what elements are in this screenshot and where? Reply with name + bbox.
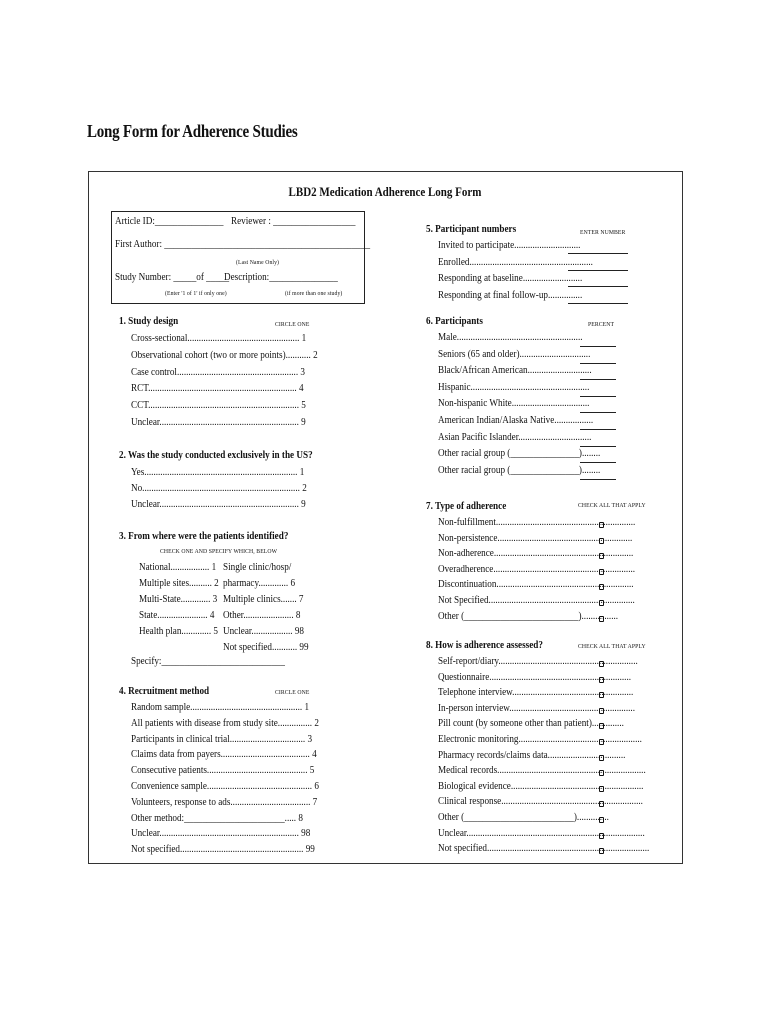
entry-line[interactable] bbox=[580, 363, 616, 364]
s2-option: No..................................................................... 2 bbox=[131, 483, 307, 495]
s8-option[interactable]: Not specified....................................................................... bbox=[438, 843, 650, 855]
checkbox[interactable] bbox=[599, 600, 604, 606]
first-author-field[interactable]: First Author: _____________________________________________ bbox=[115, 239, 371, 250]
s7-option[interactable]: Overadherence.............................................................. bbox=[438, 563, 636, 575]
s3-right-option: Multiple clinics....... 7 bbox=[223, 594, 304, 605]
s2-option: Yes................................................................... 1 bbox=[131, 467, 305, 478]
s8-option[interactable]: Questionnaire.............................................................. bbox=[438, 671, 632, 683]
s8-option[interactable]: Clinical response.............................................................. bbox=[438, 796, 643, 808]
s4-instr: CIRCLE ONE bbox=[275, 689, 310, 696]
s1-option: RCT................................................................. 4 bbox=[131, 383, 304, 395]
s3-left-option: Multiple sites.......... 2 bbox=[139, 578, 219, 589]
form-title: LBD2 Medication Adherence Long Form bbox=[288, 185, 482, 199]
study-number-field[interactable]: Study Number: _____of _____ bbox=[115, 272, 230, 283]
s7-heading: 7. Type of adherence bbox=[426, 501, 507, 512]
s4-heading: 4. Recruitment method bbox=[119, 686, 210, 697]
s3-right-option: Not specified........... 99 bbox=[223, 642, 309, 653]
study-note: (if more than one study) bbox=[285, 290, 343, 297]
s3-specify[interactable]: Specify:___________________________ bbox=[131, 656, 285, 667]
s1-option: Case control..................................................... 3 bbox=[131, 366, 305, 378]
s3-left-option: National................. 1 bbox=[139, 562, 217, 573]
s8-option[interactable]: Pharmacy records/claims data.................................. bbox=[438, 749, 626, 761]
article-id-field[interactable]: Article ID:_______________ bbox=[115, 216, 224, 227]
s5-instr: ENTER NUMBER bbox=[580, 229, 626, 236]
checkbox[interactable] bbox=[599, 522, 604, 528]
description-field[interactable]: Description:_______________ bbox=[224, 272, 338, 283]
entry-line[interactable] bbox=[568, 286, 628, 287]
s4-option: All patients with disease from study site............... 2 bbox=[131, 717, 319, 729]
s2-heading: 2. Was the study conducted exclusively in the US? bbox=[119, 450, 313, 461]
entry-line[interactable] bbox=[580, 396, 616, 397]
s5-field[interactable]: Invited to participate............................. bbox=[438, 240, 581, 251]
s1-option: Cross-sectional................................................. 1 bbox=[131, 333, 307, 344]
checkbox[interactable] bbox=[599, 755, 604, 761]
s1-option: Observational cohort (two or more points)........... 2 bbox=[131, 349, 318, 361]
checkbox[interactable] bbox=[599, 739, 604, 745]
s8-option[interactable]: In-person interview....................................................... bbox=[438, 702, 635, 714]
s6-field[interactable]: Asian Pacific Islander................................ bbox=[438, 431, 592, 443]
s8-option[interactable]: Pill count (by someone other than patient).............. bbox=[438, 718, 624, 730]
checkbox[interactable] bbox=[599, 584, 604, 590]
s7-option[interactable]: Discontinuation............................................................ bbox=[438, 579, 634, 591]
s5-field[interactable]: Enrolled...................................................... bbox=[438, 256, 593, 268]
s3-instr: CHECK ONE AND SPECIFY WHICH, BELOW bbox=[160, 548, 278, 555]
s4-option: Participants in clinical trial................................. 3 bbox=[131, 733, 313, 745]
s6-instr: PERCENT bbox=[588, 321, 615, 328]
s1-instr: CIRCLE ONE bbox=[275, 321, 310, 328]
s6-field[interactable]: Male....................................................... bbox=[438, 332, 583, 343]
s4-option: Consecutive patients............................................ 5 bbox=[131, 765, 315, 777]
s3-left-option: Multi-State............. 3 bbox=[139, 594, 218, 605]
s6-field[interactable]: Black/African American............................ bbox=[438, 365, 592, 377]
s7-option[interactable]: Other (_________________________)................ bbox=[438, 610, 619, 622]
s8-option[interactable]: Medical records................................................................. bbox=[438, 765, 646, 777]
s6-heading: 6. Participants bbox=[426, 316, 483, 327]
s6-field[interactable]: Hispanic.................................................... bbox=[438, 381, 590, 393]
checkbox[interactable] bbox=[599, 801, 604, 807]
s4-option: Claims data from payers....................................... 4 bbox=[131, 749, 317, 761]
entry-line[interactable] bbox=[580, 462, 616, 463]
s7-option[interactable]: Not Specified................................................................ bbox=[438, 595, 635, 606]
s7-option[interactable]: Non-persistence........................................................... bbox=[438, 532, 633, 544]
s2-option: Unclear............................................................. 9 bbox=[131, 499, 306, 511]
s8-option[interactable]: Telephone interview..................................................... bbox=[438, 687, 634, 699]
checkbox[interactable] bbox=[599, 616, 604, 622]
entry-line[interactable] bbox=[580, 479, 616, 480]
s8-option[interactable]: Biological evidence.......................................................... bbox=[438, 780, 644, 792]
s8-option[interactable]: Unclear.............................................................................. bbox=[438, 827, 645, 839]
checkbox[interactable] bbox=[599, 692, 604, 698]
s5-field[interactable]: Responding at final follow-up............... bbox=[438, 289, 583, 301]
s6-field[interactable]: Non-hispanic White.................................. bbox=[438, 398, 590, 410]
checkbox[interactable] bbox=[599, 770, 604, 776]
s1-option: CCT.................................................................. 5 bbox=[131, 400, 306, 412]
s4-option: Not specified...................................................... 99 bbox=[131, 844, 315, 856]
entry-line[interactable] bbox=[580, 429, 616, 430]
checkbox[interactable] bbox=[599, 569, 604, 575]
checkbox[interactable] bbox=[599, 538, 604, 544]
s7-option[interactable]: Non-fulfillment............................................................. bbox=[438, 517, 636, 528]
checkbox[interactable] bbox=[599, 553, 604, 559]
s4-option: Other method:______________________..... 8 bbox=[131, 812, 303, 824]
s8-option[interactable]: Electronic monitoring...................................................... bbox=[438, 734, 642, 745]
checkbox[interactable] bbox=[599, 708, 604, 714]
s8-option[interactable]: Other (________________________).............. bbox=[438, 812, 609, 823]
s5-heading: 5. Participant numbers bbox=[426, 224, 517, 235]
s5-field[interactable]: Responding at baseline.......................... bbox=[438, 273, 583, 284]
entry-line[interactable] bbox=[580, 412, 616, 413]
entry-line[interactable] bbox=[580, 346, 616, 347]
checkbox[interactable] bbox=[599, 848, 604, 854]
checkbox[interactable] bbox=[599, 723, 604, 729]
s3-right-option: Single clinic/hosp/ bbox=[223, 562, 292, 573]
s8-instr: CHECK ALL THAT APPLY bbox=[578, 643, 646, 650]
reviewer-field[interactable]: Reviewer : __________________ bbox=[231, 216, 356, 227]
checkbox[interactable] bbox=[599, 817, 604, 823]
checkbox[interactable] bbox=[599, 661, 604, 667]
checkbox[interactable] bbox=[599, 677, 604, 683]
entry-line[interactable] bbox=[568, 270, 628, 271]
s3-left-option: State...................... 4 bbox=[139, 610, 215, 621]
s8-heading: 8. How is adherence assessed? bbox=[426, 640, 543, 651]
s4-option: Unclear............................................................. 98 bbox=[131, 828, 311, 840]
s3-left-option: Health plan............. 5 bbox=[139, 626, 218, 637]
entry-line[interactable] bbox=[580, 446, 616, 447]
s4-option: Convenience sample.............................................. 6 bbox=[131, 781, 319, 792]
s8-option[interactable]: Self-report/diary............................................................. bbox=[438, 656, 638, 667]
entry-line[interactable] bbox=[580, 379, 616, 380]
checkbox[interactable] bbox=[599, 786, 604, 792]
last-name-note: (Last Name Only) bbox=[236, 259, 280, 266]
s3-right-option: pharmacy............. 6 bbox=[223, 578, 296, 589]
s4-option: Random sample................................................. 1 bbox=[131, 702, 310, 713]
s4-option: Volunteers, response to ads................................... 7 bbox=[131, 796, 318, 808]
entry-line[interactable] bbox=[568, 253, 628, 254]
entry-line[interactable] bbox=[568, 303, 628, 304]
s1-heading: 1. Study design bbox=[119, 316, 179, 327]
s1-option: Unclear............................................................. 9 bbox=[131, 417, 306, 428]
s6-field[interactable]: Seniors (65 and older)............................... bbox=[438, 348, 591, 360]
s6-field[interactable]: Other racial group (_______________)........ bbox=[438, 448, 601, 460]
s3-heading: 3. From where were the patients identified? bbox=[119, 531, 289, 542]
s7-option[interactable]: Non-adherence............................................................. bbox=[438, 548, 634, 560]
enter-note: (Enter '1 of 1' if only one) bbox=[165, 290, 227, 297]
s6-field[interactable]: Other racial group (_______________)........ bbox=[438, 464, 601, 476]
s6-field[interactable]: American Indian/Alaska Native................. bbox=[438, 415, 594, 426]
s3-right-option: Other...................... 8 bbox=[223, 610, 301, 621]
s3-right-option: Unclear.................. 98 bbox=[223, 626, 305, 637]
s7-instr: CHECK ALL THAT APPLY bbox=[578, 502, 646, 509]
checkbox[interactable] bbox=[599, 833, 604, 839]
page-title: Long Form for Adherence Studies bbox=[87, 121, 298, 141]
